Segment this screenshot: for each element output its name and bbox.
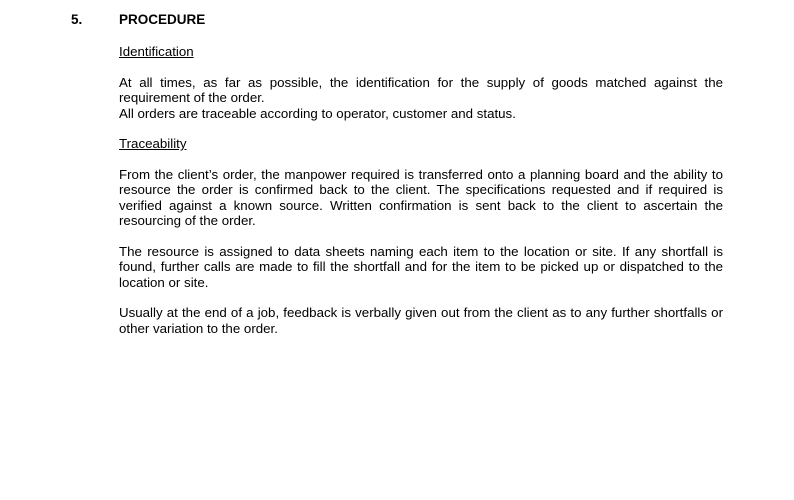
- traceability-heading: Traceability: [119, 136, 187, 151]
- section-title: PROCEDURE: [119, 12, 206, 27]
- traceability-paragraph-2: The resource is assigned to data sheets naming each item to the location or site. If any shortfall is found, further calls are made to fill the shortfall and for the item to be picked up or dispatched to the location or site.: [119, 243, 723, 290]
- section-content: [119, 44, 723, 351]
- traceability-paragraph-1: From the client’s order, the manpower required is transferred onto a planning board and the ability to resource the order is confirmed back to the client. The specifications requested and if required is verified against a known source. Written confirmation is sent back to the client to ascertain the resourcing of the order.: [119, 166, 723, 228]
- identification-heading: Identification: [119, 44, 194, 59]
- identification-text-block: [119, 75, 723, 122]
- identification-paragraph-2: All orders are traceable according to operator, customer and status.: [119, 105, 516, 121]
- section-number: 5.: [71, 12, 83, 27]
- traceability-paragraph-3: Usually at the end of a job, feedback is verbally given out from the client as to any further shortfalls or other variation to the order.: [119, 305, 723, 336]
- identification-paragraph-1: At all times, as far as possible, the identification for the supply of goods matched against the requirement of the order.: [119, 74, 723, 105]
